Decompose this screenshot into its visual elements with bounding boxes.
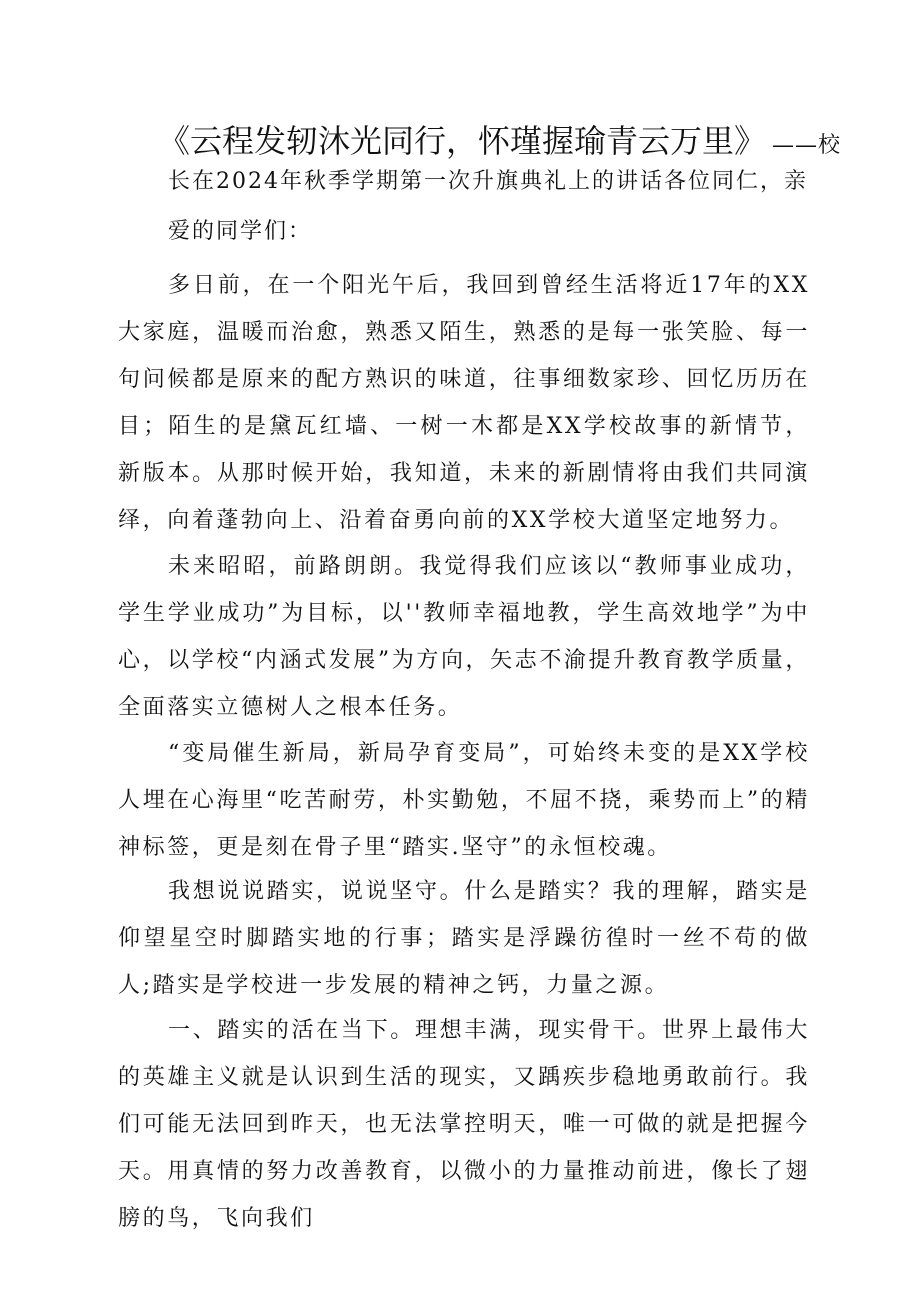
- paragraph-4: 我想说说踏实，说说坚守。什么是踏实？我的理解，踏实是仰望星空时脚踏实地的行事；踏实是浮躁彷徨时一丝不苟的做人;踏实是学校进一步发展的精神之钙，力量之源。: [118, 879, 810, 998]
- paragraph-1: 多日前，在一个阳光午后，我回到曾经生活将近17年的XX大家庭，温暖而治愈，熟悉又陌生，熟悉的是每一张笑脸、每一句问候都是原来的配方熟识的味道，往事细数家珍、回忆历历在目；陌生的是黛瓦红墙、一树一木都是XX学校故事的新情节，新版本。从那时候开始，我知道，未来的新剧情将由我们共同演绎，向着蓬勃向上、沿着奋勇向前的XX学校大道坚定地努力。: [118, 273, 810, 533]
- document-subtitle: 长在2024年秋季学期第一次升旗典礼上的讲话各位同仁，亲爱的同学们：: [168, 169, 808, 244]
- paragraph-3: “变局催生新局，新局孕育变局”，可始终未变的是XX学校人埋在心海里“吃苦耐劳，朴实勤勉，不屈不挠，乘势而上”的精神标签，更是刻在骨子里“踏实.坚守”的永恒校魂。: [118, 741, 810, 860]
- document-title-suffix: ——校: [772, 133, 842, 158]
- paragraph-2: 未来昭昭，前路朗朗。我觉得我们应该以“教师事业成功，学生学业成功”为目标，以''教师幸福地教，学生高效地学”为中心，以学校“内涵式发展”为方向，矢志不渝提升教育教学质量，全面落实立德树人之根本任务。: [118, 554, 810, 720]
- document-title: 《云程发轫沐光同行，怀瑾握瑜青云万里》: [158, 122, 767, 160]
- paragraph-5: 一、踏实的活在当下。理想丰满，现实骨干。世界上最伟大的英雄主义就是认识到生活的现实，又踽疾步稳地勇敢前行。我们可能无法回到昨天，也无法掌控明天，唯一可做的就是把握今天。用真情的努力改善教育，以微小的力量推动前进，像长了翅膀的鸟，飞向我们: [118, 1018, 810, 1231]
